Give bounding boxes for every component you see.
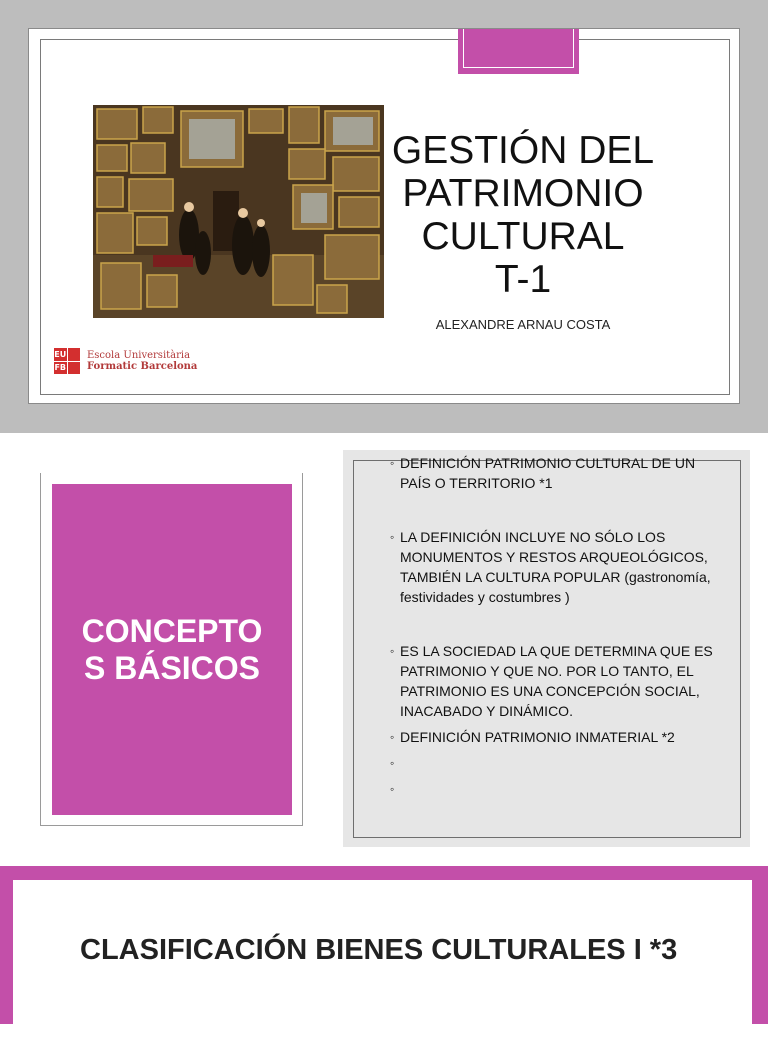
title-line: GESTIÓN DEL — [391, 129, 655, 172]
logo-line-1: Escola Universitària — [87, 350, 191, 361]
gallery-painting-image — [93, 105, 384, 318]
list-item: ◦ LA DEFINICIÓN INCLUYE NO SÓLO LOS MONUMENTOS Y RESTOS ARQUEOLÓGICOS, TAMBIÉN LA CULTURA POPULAR (gastronomía, festividades y costumbres ) — [390, 527, 720, 607]
title-line: CULTURAL — [421, 215, 625, 258]
title-line: PATRIMONIO — [402, 172, 644, 215]
list-item: ◦ ES LA SOCIEDAD LA QUE DETERMINA QUE ES PATRIMONIO Y QUE NO. POR LO TANTO, EL PATRIMONIO ES UNA CONCEPCIÓN SOCIAL, INACABADO Y DINÁMICO. — [390, 641, 720, 721]
presentation-title — [374, 129, 672, 301]
concepts-card — [52, 484, 292, 815]
logo-line-2: Formatic Barcelona — [87, 361, 198, 372]
logo-mark-icon: EU FB — [54, 348, 80, 374]
accent-tab — [458, 29, 579, 74]
bullet-list — [390, 453, 720, 799]
school-logo — [54, 348, 197, 374]
title-line: T-1 — [494, 258, 552, 301]
list-item: ◦ DEFINICIÓN PATRIMONIO CULTURAL DE UN PAÍS O TERRITORIO *1 — [390, 453, 720, 493]
list-item: ◦ DEFINICIÓN PATRIMONIO INMATERIAL *2 — [390, 727, 720, 747]
list-item — [390, 779, 720, 799]
classification-heading: CLASIFICACIÓN BIENES CULTURALES I *3 — [80, 934, 678, 966]
list-item — [390, 753, 720, 773]
concepts-heading: CONCEPTOS BÁSICOS — [81, 612, 263, 686]
concepts-slide — [0, 433, 768, 867]
classification-slide — [0, 866, 768, 1024]
slide-card — [28, 28, 740, 404]
title-slide — [0, 0, 768, 433]
author-name: ALEXANDRE ARNAU COSTA — [435, 317, 611, 332]
